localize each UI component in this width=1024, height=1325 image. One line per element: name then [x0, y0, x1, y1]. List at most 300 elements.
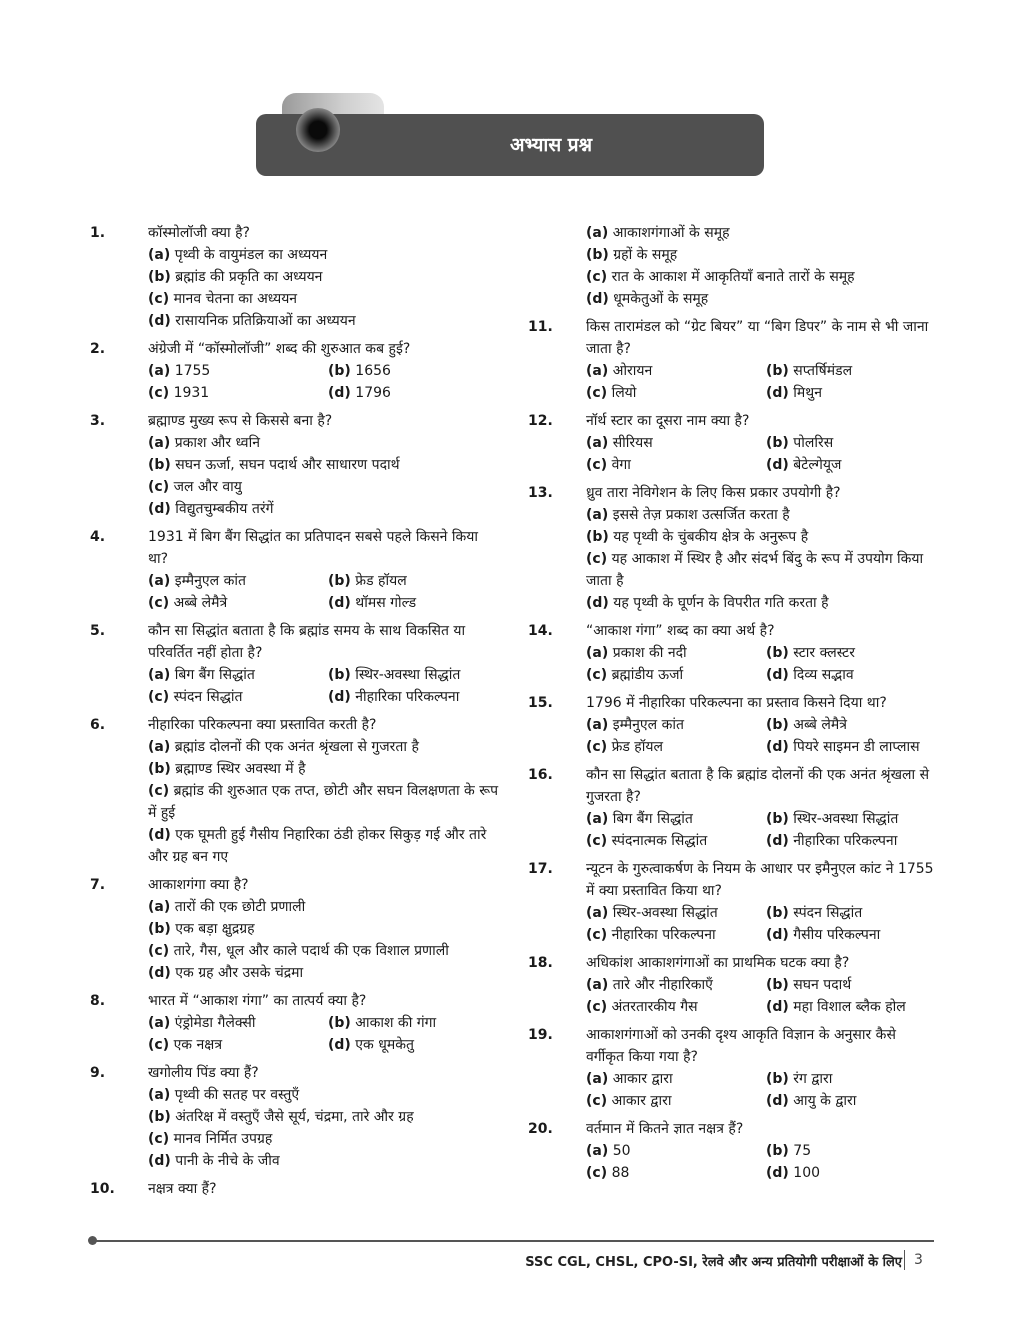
- option: [766, 714, 938, 736]
- option: [766, 1162, 938, 1184]
- option: [328, 686, 500, 708]
- option-text: स्थिर-अवस्था सिद्धांत: [355, 667, 461, 683]
- option-label: (b): [148, 761, 171, 777]
- option-label: (b): [328, 667, 351, 683]
- question-number: 5.: [90, 623, 106, 639]
- question-number: 15.: [528, 695, 553, 711]
- option-text: लियो: [611, 385, 637, 401]
- options-group: [586, 504, 938, 614]
- option-label: (b): [328, 573, 351, 589]
- option-label: (a): [148, 363, 171, 379]
- question-text: आकाशगंगाओं को उनकी दृश्य आकृति विज्ञान के अनुसार कैसे वर्गीकृत किया गया है?: [586, 1027, 896, 1065]
- option: [766, 664, 938, 686]
- option: [148, 476, 500, 498]
- option-label: (b): [766, 1071, 789, 1087]
- option: [148, 758, 500, 780]
- option-text: एक ग्रह और उसके चंद्रमा: [175, 965, 304, 981]
- question-item: [528, 410, 938, 476]
- option-label: (d): [328, 385, 351, 401]
- options-group: [586, 902, 938, 946]
- option-label: (a): [148, 1087, 171, 1103]
- option-label: (d): [148, 501, 171, 517]
- option: [148, 664, 328, 686]
- option: [586, 288, 938, 310]
- option: [148, 1012, 328, 1034]
- option-text: मानव निर्मित उपग्रह: [173, 1131, 273, 1147]
- option-text: ब्रह्माण्ड स्थिर अवस्था में है: [175, 761, 306, 777]
- question-item: [528, 482, 938, 614]
- option-text: 100: [793, 1165, 821, 1181]
- question-text: खगोलीय पिंड क्या हैं?: [148, 1065, 259, 1081]
- option-text: तारों की एक छोटी प्रणाली: [174, 899, 306, 915]
- question-number: 7.: [90, 877, 106, 893]
- option: [586, 454, 766, 476]
- question-number: 2.: [90, 341, 106, 357]
- option: [148, 896, 500, 918]
- options-group: [148, 664, 500, 708]
- option-text: आकार द्वारा: [612, 1071, 673, 1087]
- option: [148, 498, 500, 520]
- question-item: [90, 338, 500, 404]
- option-text: सघन पदार्थ: [793, 977, 852, 993]
- question-text: भारत में “आकाश गंगा” का तात्पर्य क्या है?: [148, 993, 367, 1009]
- option: [766, 432, 938, 454]
- option: [148, 432, 500, 454]
- option-label: (b): [766, 645, 789, 661]
- question-item: [528, 1118, 938, 1184]
- option-label: (a): [586, 1071, 609, 1087]
- question-item: [528, 620, 938, 686]
- option-text: स्थिर-अवस्था सिद्धांत: [612, 905, 718, 921]
- option-text: दिव्य सद्भाव: [793, 667, 854, 683]
- question-number: 20.: [528, 1121, 553, 1137]
- options-group: [586, 1140, 938, 1184]
- question-number: 16.: [528, 767, 553, 783]
- question-item: [528, 316, 938, 404]
- option-text: बेटेल्गेयूज: [793, 457, 842, 473]
- option-text: नीहारिका परिकल्पना: [793, 833, 898, 849]
- option-text: पियरे साइमन डी लाप्लास: [793, 739, 920, 755]
- option-text: धूमकेतुओं के समूह: [613, 291, 709, 307]
- question-text: आकाशगंगा क्या है?: [148, 877, 249, 893]
- option: [148, 780, 500, 824]
- question-item: [90, 620, 500, 708]
- option-text: रासायनिक प्रतिक्रियाओं का अध्ययन: [175, 313, 356, 329]
- option-label: (d): [586, 595, 609, 611]
- option: [148, 382, 328, 404]
- question-number: 13.: [528, 485, 553, 501]
- option-text: एक नक्षत्र: [173, 1037, 223, 1053]
- option-label: (b): [328, 1015, 351, 1031]
- option-label: (a): [148, 1015, 171, 1031]
- option-text: यह पृथ्वी के घूर्णन के विपरीत गति करता है: [613, 595, 829, 611]
- question-item: [528, 692, 938, 758]
- option-label: (b): [766, 717, 789, 733]
- option-label: (a): [586, 977, 609, 993]
- option: [586, 924, 766, 946]
- option: [148, 570, 328, 592]
- option: [766, 1090, 938, 1112]
- option-label: (a): [148, 247, 171, 263]
- option: [148, 244, 500, 266]
- option-label: (a): [586, 717, 609, 733]
- option-label: (d): [766, 457, 789, 473]
- option-label: (d): [766, 739, 789, 755]
- option-label: (c): [148, 783, 170, 799]
- option-text: एक बड़ा क्षुद्रग्रह: [175, 921, 255, 937]
- question-number: 11.: [528, 319, 553, 335]
- option-label: (a): [586, 1143, 609, 1159]
- question-item: [90, 410, 500, 520]
- option-text: 1931: [173, 385, 210, 401]
- option-text: इससे तेज़ प्रकाश उत्सर्जित करता है: [612, 507, 790, 523]
- options-group: [586, 808, 938, 852]
- option-label: (a): [148, 435, 171, 451]
- option: [328, 1012, 500, 1034]
- option-text: विद्युतचुम्बकीय तरंगें: [175, 501, 274, 517]
- option-text: तारे, गैस, धूल और काले पदार्थ की एक विशाल प्रणाली: [173, 943, 449, 959]
- option-label: (d): [766, 927, 789, 943]
- question-number: 10.: [90, 1181, 115, 1197]
- option: [586, 1162, 766, 1184]
- option-text: मानव चेतना का अध्ययन: [173, 291, 298, 307]
- option-label: (a): [586, 905, 609, 921]
- option: [766, 1068, 938, 1090]
- option-label: (a): [586, 507, 609, 523]
- option-text: इम्मैनुएल कांत: [612, 717, 684, 733]
- footer-caption: SSC CGL, CHSL, CPO-SI, रेलवे और अन्य प्रतियोगी परीक्षाओं के लिए: [525, 1255, 902, 1270]
- question-item: [90, 526, 500, 614]
- option: [148, 686, 328, 708]
- option: [586, 1140, 766, 1162]
- option-label: (c): [586, 833, 608, 849]
- option: [328, 570, 500, 592]
- options-group: [586, 1068, 938, 1112]
- options-group: [148, 736, 500, 868]
- question-text: कॉस्मोलॉजी क्या है?: [148, 225, 250, 241]
- option-label: (a): [148, 739, 171, 755]
- option-label: (c): [586, 999, 608, 1015]
- option-text: आकार द्वारा: [611, 1093, 672, 1109]
- option-text: बिग बैंग सिद्धांत: [174, 667, 255, 683]
- option-label: (b): [766, 363, 789, 379]
- option-text: पृथ्वी के वायुमंडल का अध्ययन: [174, 247, 328, 263]
- question-item: [90, 222, 500, 332]
- option: [148, 736, 500, 758]
- option-label: (d): [328, 1037, 351, 1053]
- option-label: (b): [148, 457, 171, 473]
- question-item: [90, 1062, 500, 1172]
- options-group: [148, 1084, 500, 1172]
- option: [586, 974, 766, 996]
- option-text: रात के आकाश में आकृतियाँ बनाते तारों के समूह: [611, 269, 855, 285]
- options-group: [148, 1012, 500, 1056]
- option-label: (d): [766, 667, 789, 683]
- options-group: [586, 432, 938, 476]
- options-group: [586, 974, 938, 1018]
- question-number: 6.: [90, 717, 106, 733]
- option-text: एंड्रोमेडा गैलेक्सी: [174, 1015, 256, 1031]
- option-label: (d): [148, 1153, 171, 1169]
- option: [586, 714, 766, 736]
- option-label: (c): [586, 269, 608, 285]
- question-item: [528, 858, 938, 946]
- question-text: नक्षत्र क्या हैं?: [148, 1181, 217, 1197]
- option-label: (c): [586, 739, 608, 755]
- footer-divider: [92, 1240, 934, 1242]
- option-text: स्पंदन सिद्धांत: [173, 689, 243, 705]
- option-label: (b): [328, 363, 351, 379]
- option: [148, 1150, 500, 1172]
- options-group: [586, 642, 938, 686]
- option: [586, 1068, 766, 1090]
- option-label: (c): [586, 551, 608, 567]
- option: [766, 1140, 938, 1162]
- option: [328, 360, 500, 382]
- option-label: (c): [586, 385, 608, 401]
- option-label: (b): [148, 269, 171, 285]
- option-text: तारे और नीहारिकाएँ: [612, 977, 713, 993]
- option-label: (a): [148, 667, 171, 683]
- option-label: (d): [148, 313, 171, 329]
- option: [586, 830, 766, 852]
- options-group: [586, 222, 938, 310]
- option-text: पानी के नीचे के जीव: [175, 1153, 280, 1169]
- option-text: वेगा: [611, 457, 631, 473]
- option-label: (a): [586, 435, 609, 451]
- option-text: ओरायन: [612, 363, 653, 379]
- option: [766, 382, 938, 404]
- option-text: एक धूमकेतु: [355, 1037, 414, 1053]
- option: [586, 244, 938, 266]
- question-item: [90, 714, 500, 868]
- option: [586, 1090, 766, 1112]
- question-text: किस तारामंडल को “ग्रेट बियर” या “बिग डिपर” के नाम से भी जाना जाता है?: [586, 319, 929, 357]
- option-text: महा विशाल ब्लैक होल: [793, 999, 906, 1015]
- option-text: स्टार क्लस्टर: [793, 645, 855, 661]
- question-number: 4.: [90, 529, 106, 545]
- options-group: [586, 714, 938, 758]
- question-text: 1931 में बिग बैंग सिद्धांत का प्रतिपादन सबसे पहले किसने किया था?: [148, 529, 479, 567]
- question-item: [90, 1178, 500, 1200]
- options-group: [148, 360, 500, 404]
- option: [328, 382, 500, 404]
- option-text: अब्बे लेमैत्रे: [173, 595, 228, 611]
- option: [586, 642, 766, 664]
- option-text: बिग बैंग सिद्धांत: [612, 811, 693, 827]
- options-group: [148, 570, 500, 614]
- option: [766, 454, 938, 476]
- option-label: (b): [766, 1143, 789, 1159]
- option-text: नीहारिका परिकल्पना: [355, 689, 460, 705]
- option-text: मिथुन: [793, 385, 822, 401]
- option-label: (d): [766, 833, 789, 849]
- option-label: (b): [766, 977, 789, 993]
- question-number: 9.: [90, 1065, 106, 1081]
- option: [766, 642, 938, 664]
- option: [586, 432, 766, 454]
- option-text: ब्रह्मांडीय ऊर्जा: [611, 667, 684, 683]
- left-column: [90, 222, 500, 1206]
- option-text: ग्रहों के समूह: [613, 247, 678, 263]
- option-label: (c): [586, 1165, 608, 1181]
- option-label: (c): [148, 1037, 170, 1053]
- option-text: सीरियस: [612, 435, 653, 451]
- option-text: 88: [611, 1165, 630, 1181]
- option-label: (d): [328, 689, 351, 705]
- option: [148, 592, 328, 614]
- option-label: (b): [586, 529, 609, 545]
- option-label: (d): [766, 1165, 789, 1181]
- option-text: ब्रह्मांड की शुरुआत एक तप्त, छोटी और सघन विलक्षणता के रूप में हुई: [148, 783, 499, 821]
- right-column: [528, 222, 938, 1190]
- option-text: अंतरिक्ष में वस्तुएँ जैसे सूर्य, चंद्रमा, तारे और ग्रह: [175, 1109, 414, 1125]
- option: [586, 222, 938, 244]
- option-label: (c): [148, 479, 170, 495]
- footer-separator: [904, 1250, 905, 1270]
- option-label: (b): [148, 921, 171, 937]
- option: [586, 592, 938, 614]
- option-label: (a): [148, 573, 171, 589]
- option-text: सघन ऊर्जा, सघन पदार्थ और साधारण पदार्थ: [175, 457, 400, 473]
- option-text: अंतरतारकीय गैस: [611, 999, 698, 1015]
- option-label: (b): [766, 435, 789, 451]
- option-text: जल और वायु: [173, 479, 242, 495]
- question-item: [528, 952, 938, 1018]
- option-text: थॉमस गोल्ड: [355, 595, 417, 611]
- option-label: (c): [586, 667, 608, 683]
- question-text: “आकाश गंगा” शब्द का क्या अर्थ है?: [586, 623, 775, 639]
- option-label: (b): [766, 811, 789, 827]
- option-label: (d): [766, 999, 789, 1015]
- option: [148, 266, 500, 288]
- option-text: यह पृथ्वी के चुंबकीय क्षेत्र के अनुरूप है: [613, 529, 809, 545]
- option-label: (c): [586, 1093, 608, 1109]
- option-text: अब्बे लेमैत्रे: [793, 717, 847, 733]
- option-text: पृथ्वी की सतह पर वस्तुएँ: [174, 1087, 300, 1103]
- question-text: ध्रुव तारा नेविगेशन के लिए किस प्रकार उपयोगी है?: [586, 485, 841, 501]
- option: [148, 962, 500, 984]
- option-text: इम्मैनुएल कांत: [174, 573, 246, 589]
- option-label: (b): [586, 247, 609, 263]
- options-group: [148, 896, 500, 984]
- option: [586, 360, 766, 382]
- option: [586, 526, 938, 548]
- options-group: [148, 244, 500, 332]
- option-text: सप्तर्षिमंडल: [793, 363, 853, 379]
- option: [148, 1034, 328, 1056]
- option-label: (d): [766, 385, 789, 401]
- question-text: कौन सा सिद्धांत बताता है कि ब्रह्मांड दोलनों की एक अनंत श्रृंखला से गुजरता है?: [586, 767, 930, 805]
- option-text: स्पंदन सिद्धांत: [793, 905, 863, 921]
- question-number: 3.: [90, 413, 106, 429]
- option: [766, 736, 938, 758]
- option-text: स्पंदनात्मक सिद्धांत: [611, 833, 708, 849]
- question-text: अंग्रेजी में “कॉस्मोलॉजी” शब्द की शुरुआत कब हुई?: [148, 341, 411, 357]
- question-item: [528, 1024, 938, 1112]
- question-text: नॉर्थ स्टार का दूसरा नाम क्या है?: [586, 413, 750, 429]
- option-label: (c): [586, 927, 608, 943]
- option: [148, 288, 500, 310]
- option: [148, 940, 500, 962]
- option: [328, 592, 500, 614]
- option: [586, 996, 766, 1018]
- option-label: (d): [328, 595, 351, 611]
- option-label: (c): [148, 1131, 170, 1147]
- option-text: 1796: [355, 385, 391, 401]
- option: [766, 974, 938, 996]
- option-text: 1656: [355, 363, 391, 379]
- option-text: 50: [612, 1143, 631, 1159]
- option: [766, 360, 938, 382]
- question-10-options-continued: [528, 222, 938, 310]
- option-text: प्रकाश और ध्वनि: [174, 435, 260, 451]
- options-group: [586, 360, 938, 404]
- option-text: ब्रह्मांड दोलनों की एक अनंत श्रृंखला से गुजरता है: [174, 739, 419, 755]
- option: [586, 736, 766, 758]
- option: [586, 548, 938, 592]
- option-text: फ्रेड हॉयल: [355, 573, 407, 589]
- option-text: नीहारिका परिकल्पना: [611, 927, 716, 943]
- option-label: (c): [148, 595, 170, 611]
- option-label: (c): [586, 457, 608, 473]
- option-label: (d): [586, 291, 609, 307]
- option: [586, 902, 766, 924]
- question-text: ब्रह्माण्ड मुख्य रूप से किससे बना है?: [148, 413, 333, 429]
- option-label: (a): [586, 645, 609, 661]
- option-label: (d): [148, 827, 171, 843]
- option: [328, 1034, 500, 1056]
- option-text: स्थिर-अवस्था सिद्धांत: [793, 811, 899, 827]
- option-text: प्रकाश की नदी: [612, 645, 687, 661]
- option-label: (c): [148, 943, 170, 959]
- question-text: न्यूटन के गुरुत्वाकर्षण के नियम के आधार पर इमैनुएल कांट ने 1755 में क्या प्रस्तावित किया था?: [586, 861, 934, 899]
- option: [766, 924, 938, 946]
- option-label: (d): [148, 965, 171, 981]
- question-number: 1.: [90, 225, 106, 241]
- option: [766, 996, 938, 1018]
- option-label: (b): [766, 905, 789, 921]
- question-text: 1796 में नीहारिका परिकल्पना का प्रस्ताव किसने दिया था?: [586, 695, 887, 711]
- option: [586, 382, 766, 404]
- option: [586, 504, 938, 526]
- question-text: नीहारिका परिकल्पना क्या प्रस्तावित करती है?: [148, 717, 377, 733]
- option-text: 75: [793, 1143, 812, 1159]
- option: [766, 830, 938, 852]
- option-text: रंग द्वारा: [793, 1071, 833, 1087]
- option-label: (d): [766, 1093, 789, 1109]
- option-label: (a): [586, 811, 609, 827]
- option: [148, 918, 500, 940]
- option-label: (b): [148, 1109, 171, 1125]
- question-number: 14.: [528, 623, 553, 639]
- question-number: 19.: [528, 1027, 553, 1043]
- question-text: कौन सा सिद्धांत बताता है कि ब्रह्मांड समय के साथ विकसित या परिवर्तित नहीं होता है?: [148, 623, 466, 661]
- option-text: 1755: [174, 363, 211, 379]
- option: [148, 1084, 500, 1106]
- page-number: 3: [914, 1252, 923, 1268]
- question-text: वर्तमान में कितने ज्ञात नक्षत्र हैं?: [586, 1121, 744, 1137]
- option: [586, 664, 766, 686]
- option-label: (a): [148, 899, 171, 915]
- question-text: अधिकांश आकाशगंगाओं का प्राथमिक घटक क्या है?: [586, 955, 850, 971]
- question-item: [90, 990, 500, 1056]
- option-text: फ्रेड हॉयल: [611, 739, 663, 755]
- question-item: [528, 764, 938, 852]
- option: [148, 454, 500, 476]
- option: [148, 360, 328, 382]
- option-label: (a): [586, 225, 609, 241]
